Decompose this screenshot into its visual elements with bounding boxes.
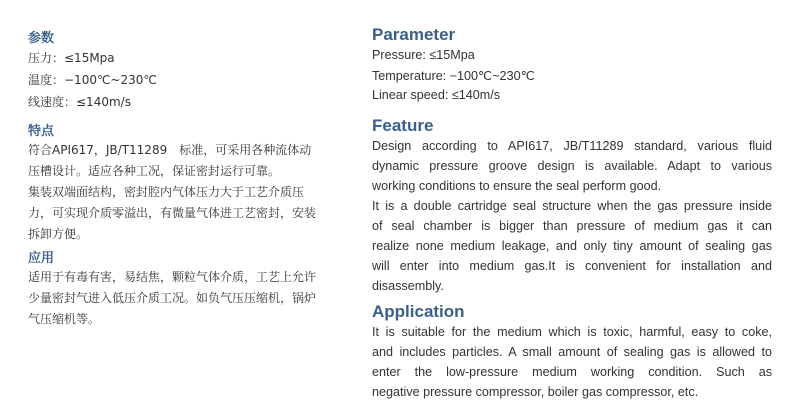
cn-feature-line: 符合API617，JB/T11289 标准，可采用各种流体动 — [28, 143, 312, 157]
en-feature-line: It is a double cartridge seal structure when the gas pressure inside — [372, 199, 772, 213]
cn-feature-line: 拆卸方便。 — [28, 227, 89, 241]
en-application-heading: Application — [372, 302, 465, 321]
cn-application-heading: 应用 — [28, 251, 55, 266]
cn-feature-line: 力，可实现介质零溢出，有微量气体进工艺密封，安装 — [28, 206, 317, 220]
en-feature-line: realize none medium leakage, and only tiny amount of sealing gas — [372, 239, 772, 253]
cn-params-line: 线速度：≤140m/s — [28, 95, 131, 109]
en-params-heading: Parameter — [372, 25, 456, 44]
cn-feature-line: 集装双端面结构，密封腔内气体压力大于工艺介质压 — [28, 185, 305, 199]
en-params-line: Pressure: ≤15Mpa — [372, 48, 475, 62]
cn-application-line: 少量密封气进入低压介质工况。如负气压压缩机，锅炉 — [28, 291, 317, 305]
en-params-line: Linear speed: ≤140m/s — [372, 88, 501, 102]
en-feature-line: of seal chamber is bigger than pressure of medium gas it can — [372, 219, 772, 233]
cn-application-line: 适用于有毒有害，易结焦，颗粒气体介质，工艺上允许 — [28, 270, 317, 284]
cn-feature-heading: 特点 — [28, 124, 55, 139]
en-feature-line: dynamic pressure groove design is available. Adapt to various — [372, 159, 772, 173]
en-params-line: Temperature: −100℃~230℃ — [372, 69, 535, 83]
en-feature-line: working conditions to ensure the seal perform good. — [372, 179, 662, 193]
en-feature-line: disassembly. — [372, 279, 444, 293]
cn-params-line: 温度：−100℃~230℃ — [28, 73, 157, 87]
cn-params-line: 压力：≤15Mpa — [28, 51, 115, 65]
cn-params-heading: 参数 — [28, 31, 55, 46]
en-feature-heading: Feature — [372, 116, 434, 135]
cn-feature-line: 压槽设计。适应各种工况，保证密封运行可靠。 — [28, 164, 281, 178]
en-feature-line: will enter into medium gas.It is convenient for installation and — [372, 259, 772, 273]
en-application-line: enter the low-pressure medium working condition. Such as — [372, 365, 772, 379]
en-feature-line: Design according to API617, JB/T11289 standard, various fluid — [372, 139, 772, 153]
en-application-line: negative pressure compressor, boiler gas compressor, etc. — [372, 385, 699, 399]
en-application-line: and includes particles. A small amount of sealing gas is allowed to — [372, 345, 772, 359]
cn-application-line: 气压缩机等。 — [28, 312, 101, 326]
en-application-line: It is suitable for the medium which is toxic, harmful, easy to coke, — [372, 325, 772, 339]
